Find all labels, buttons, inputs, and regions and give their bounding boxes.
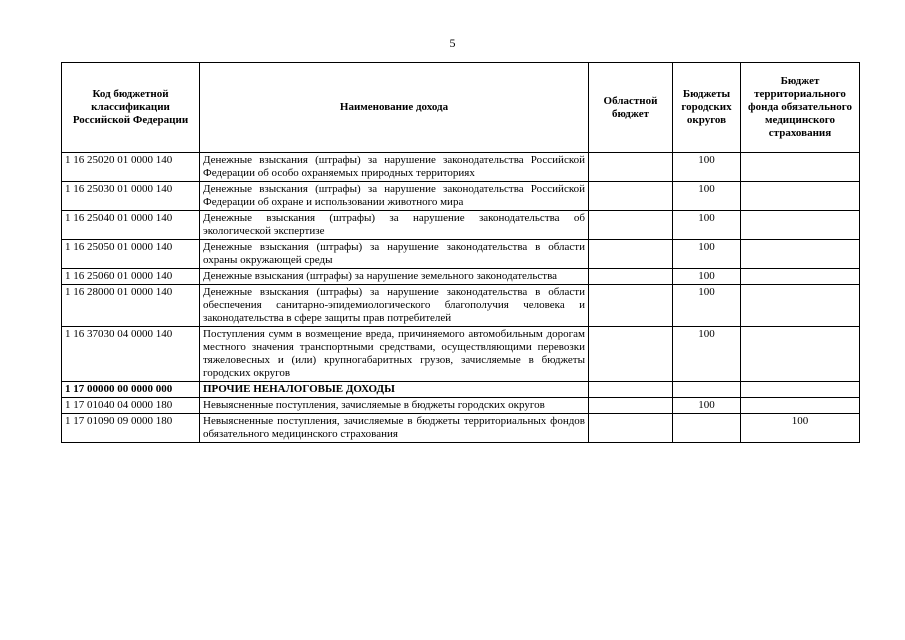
regional-budget-cell [589,182,673,211]
table-row [62,285,860,327]
city-budget-cell: 100 [673,285,741,327]
income-name-cell: Денежные взыскания (штрафы) за нарушение законодательства в области охраны окружающей среды [200,240,589,269]
income-code-cell: 1 16 25030 01 0000 140 [62,182,200,211]
fund-budget-cell [741,398,860,414]
regional-budget-cell [589,240,673,269]
fund-budget-cell [741,382,860,398]
city-budget-cell: 100 [673,240,741,269]
income-name-cell: Невыясненные поступления, зачисляемые в бюджеты городских округов [200,398,589,414]
fund-budget-cell [741,269,860,285]
regional-budget-cell [589,285,673,327]
income-name-cell: Денежные взыскания (штрафы) за нарушение земельного законодательства [200,269,589,285]
income-code-cell: 1 16 25020 01 0000 140 [62,153,200,182]
table-header-row [62,63,860,153]
regional-budget-cell [589,269,673,285]
income-name-cell: Денежные взыскания (штрафы) за нарушение законодательства Российской Федерации об охране и использовании животного мира [200,182,589,211]
regional-budget-cell [589,327,673,382]
regional-budget-cell [589,382,673,398]
fund-budget-cell [741,327,860,382]
regional-budget-cell [589,153,673,182]
income-code-cell: 1 17 00000 00 0000 000 [62,382,200,398]
table-body [62,153,860,443]
income-name-cell: Денежные взыскания (штрафы) за нарушение законодательства об экологической экспертизе [200,211,589,240]
fund-budget-cell [741,240,860,269]
income-code-cell: 1 17 01040 04 0000 180 [62,398,200,414]
table-row [62,153,860,182]
table-row [62,327,860,382]
city-budget-cell: 100 [673,327,741,382]
city-budget-cell: 100 [673,153,741,182]
income-code-cell: 1 16 37030 04 0000 140 [62,327,200,382]
income-name-cell: ПРОЧИЕ НЕНАЛОГОВЫЕ ДОХОДЫ [200,382,589,398]
table-row [62,240,860,269]
header-city-budgets: Бюджеты городских округов [673,63,741,153]
city-budget-cell: 100 [673,398,741,414]
city-budget-cell [673,414,741,443]
income-code-cell: 1 16 25040 01 0000 140 [62,211,200,240]
income-name-cell: Невыясненные поступления, зачисляемые в бюджеты территориальных фондов обязательного медицинского страхования [200,414,589,443]
income-code-cell: 1 17 01090 09 0000 180 [62,414,200,443]
table-row [62,398,860,414]
fund-budget-cell [741,153,860,182]
header-fund-budget: Бюджет территориального фонда обязательного медицинского страхования [741,63,860,153]
budget-classification-table [61,62,860,443]
table-row [62,182,860,211]
header-code: Код бюджетной классификации Российской Федерации [62,63,200,153]
city-budget-cell: 100 [673,269,741,285]
city-budget-cell [673,382,741,398]
page-number: 5 [449,36,456,50]
income-name-cell: Денежные взыскания (штрафы) за нарушение законодательства Российской Федерации об особо охраняемых природных территориях [200,153,589,182]
table-row [62,211,860,240]
section-row [62,382,860,398]
regional-budget-cell [589,211,673,240]
fund-budget-cell [741,285,860,327]
header-regional-budget: Областной бюджет [589,63,673,153]
income-code-cell: 1 16 28000 01 0000 140 [62,285,200,327]
city-budget-cell: 100 [673,182,741,211]
fund-budget-cell [741,182,860,211]
fund-budget-cell: 100 [741,414,860,443]
city-budget-cell: 100 [673,211,741,240]
income-name-cell: Денежные взыскания (штрафы) за нарушение законодательства в области обеспечения санитарно-эпидемиологического благополучия человека и законодательства в сфере защиты прав потребителей [200,285,589,327]
table-row [62,414,860,443]
income-code-cell: 1 16 25060 01 0000 140 [62,269,200,285]
regional-budget-cell [589,414,673,443]
table-row [62,269,860,285]
income-code-cell: 1 16 25050 01 0000 140 [62,240,200,269]
fund-budget-cell [741,211,860,240]
income-name-cell: Поступления сумм в возмещение вреда, причиняемого автомобильным дорогам местного значения транспортными средствами, осуществляющими перевозки тяжеловесных и (или) крупногабаритных грузов, зачисляемые в бюджеты городских округов [200,327,589,382]
regional-budget-cell [589,398,673,414]
header-name: Наименование дохода [200,63,589,153]
